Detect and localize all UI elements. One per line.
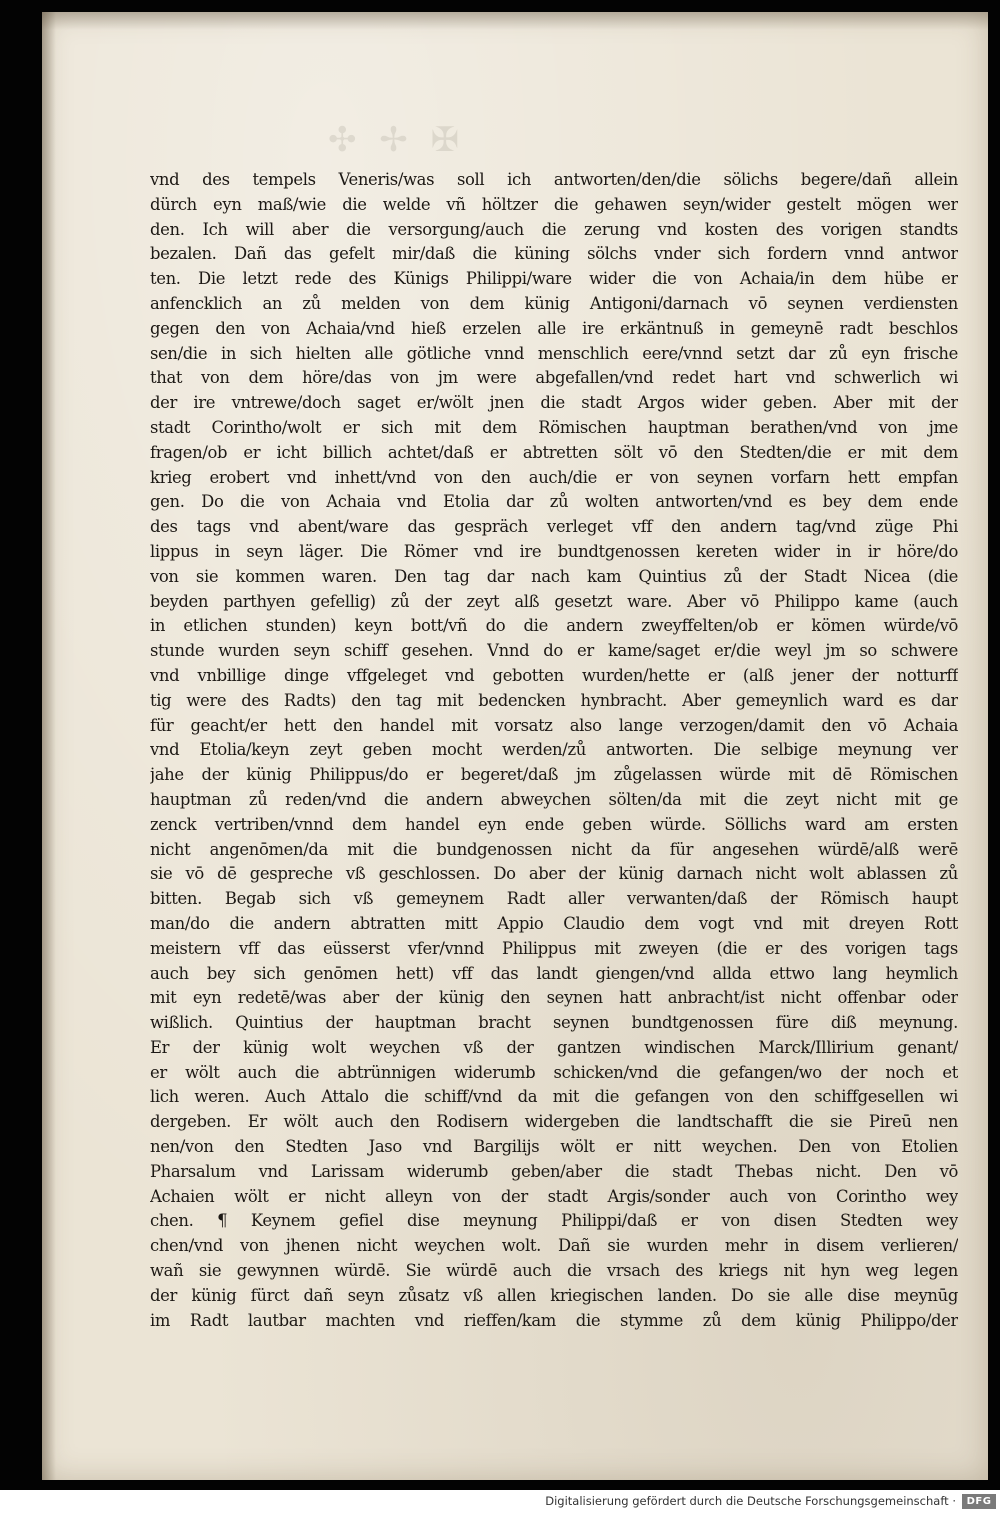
text-line: auch bey sich genōmen hett) vff das landt giengen/vnd allda ettwo lang heymlich [150, 963, 958, 983]
text-line: wißlich. Quintius der hauptman bracht seynen bundtgenossen füre diß meynung. [150, 1013, 958, 1033]
text-line: ten. Die letzt rede des Künigs Philippi/ware wider die von Achaia/in dem hübe er [150, 269, 958, 289]
text-line: in etlichen stunden) keyn bott/vñ do die andern zweyffelten/ob er kömen würde/vō [150, 616, 958, 636]
text-line: für geacht/er hett den handel mit vorsatz also lange verzogen/damit den vō Achaia [150, 715, 958, 735]
text-line: gen. Do die von Achaia vnd Etolia dar zů wolten antworten/vnd es bey dem ende [150, 492, 958, 512]
text-line: jahe der künig Philippus/do er begeret/daß jm zůgelassen würde mit dē Römischen [150, 765, 958, 785]
text-line: nen/von den Stedten Jaso vnd Bargilijs wölt er nitt weychen. Den von Etolien [150, 1137, 958, 1157]
text-line: chen/vnd von jhenen nicht weychen wolt. Dañ sie wurden mehr in disem verlieren/ [150, 1236, 958, 1256]
text-line: fragen/ob er icht billich achtet/daß er abtretten sölt vō den Stedten/die er mit dem [150, 442, 958, 462]
text-line: bitten. Begab sich vß gemeynem Radt aller verwanten/daß der Römisch haupt [150, 889, 958, 909]
text-line: man/do die andern abtratten mitt Appio Claudio dem vogt vnd mit dreyen Rott [150, 913, 958, 933]
text-line: gegen den von Achaia/vnd hieß erzelen alle ire erkäntnuß in gemeynē radt beschlos [150, 318, 958, 338]
text-line: anfencklich an zů melden von dem künig Antigoni/darnach vō seynen verdiensten [150, 293, 958, 313]
text-line: lippus in seyn läger. Die Römer vnd ire bundtgenossen kereten wider in ir höre/do [150, 541, 958, 561]
text-line: wañ sie gewynnen würdē. Sie würdē auch die vrsach des kriegs nit hyn weg legen [150, 1261, 958, 1281]
text-line: vnd des tempels Veneris/was soll ich antworten/den/die sölichs begere/dañ allein [150, 170, 958, 189]
page-edge-shadow [42, 12, 56, 1480]
text-line: lich weren. Auch Attalo die schiff/vnd da mit die gefangen von den schiffgesellen wi [150, 1087, 958, 1107]
text-line: stadt Corintho/wolt er sich mit dem Römischen hauptman berathen/vnd von jme [150, 417, 958, 437]
page-top-shadow [42, 12, 988, 30]
text-line: sie vō dē gespreche vß geschlossen. Do aber der künig darnach nicht wolt ablassen zů [150, 864, 958, 884]
text-line: sen/die in sich hielten alle götliche vnnd menschlich eere/vnnd setzt dar zů eyn frische [150, 343, 958, 363]
text-line: von sie kommen waren. Den tag dar nach kam Quintius zů der Stadt Nicea (die [150, 566, 958, 586]
text-line: im Radt lautbar machten vnd rieffen/kam die stymme zů dem künig Philippo/der [150, 1310, 958, 1330]
text-line: Er der künig wolt weychen vß der gantzen windischen Marck/Illirium genant/ [150, 1037, 958, 1057]
text-line: Achaien wölt er nicht alleyn von der stadt Argis/sonder auch von Corintho wey [150, 1186, 958, 1206]
text-line: dergeben. Er wölt auch den Rodisern widergeben die landtschafft die sie Pireū nen [150, 1112, 958, 1132]
text-line: vnd Etolia/keyn zeyt geben mocht werden/zů antworten. Die selbige meynung ver [150, 740, 958, 760]
text-line: der künig fürct dañ seyn zůsatz vß allen kriegischen landen. Do sie alle dise meynūg [150, 1285, 958, 1305]
text-line: nicht angenōmen/da mit die bundgenossen nicht da für angesehen würdē/alß werē [150, 839, 958, 859]
text-line: er wölt auch die abtrünnigen widerumb schicken/vnd die gefangen/wo der noch et [150, 1062, 958, 1082]
text-line: tig were des Radts) den tag mit bedencken hynbracht. Aber gemeynlich ward es dar [150, 690, 958, 710]
funding-attribution: Digitalisierung gefördert durch die Deutsche Forschungsgemeinschaft · [545, 1494, 956, 1508]
body-text [150, 168, 958, 1333]
text-line: that von dem höre/das von jm were abgefallen/vnd redet hart vnd schwerlich wi [150, 368, 958, 388]
text-line: zenck vertriben/vnnd dem handel eyn ende geben würde. Söllichs ward am ersten [150, 814, 958, 834]
text-line: den. Ich will aber die versorgung/auch die zerung vnd kosten des vorigen standts [150, 219, 958, 239]
text-line: mit eyn redetē/was aber der künig den seynen hatt anbracht/ist nicht offenbar oder [150, 988, 958, 1008]
dfg-logo: DFG [962, 1494, 996, 1509]
text-line: beyden parthyen gefellig) zů der zeyt alß gesetzt ware. Aber vō Philippo kame (auch [150, 591, 958, 611]
bleed-through-mark: ✠ ✢ ✣ [322, 120, 460, 160]
text-line: Pharsalum vnd Larissam widerumb geben/aber die stadt Thebas nicht. Den vō [150, 1161, 958, 1181]
footer-bar [0, 1490, 1000, 1515]
text-line: chen. ¶ Keynem gefiel dise meynung Philippi/daß er von disen Stedten wey [150, 1211, 958, 1231]
text-line: bezalen. Dañ das gefelt mir/daß die küning sölchs vnder sich fordern vnnd antwor [150, 244, 958, 264]
text-line: stunde wurden seyn schiff gesehen. Vnnd do er kame/saget er/die weyl jm so schwere [150, 641, 958, 661]
text-line: dürch eyn maß/wie die welde vñ höltzer die gehawen seyn/wider gestelt mögen wer [150, 194, 958, 214]
text-line: des tags vnd abent/ware das gespräch verleget vff den andern tag/vnd züge Phi [150, 517, 958, 537]
text-line: krieg erobert vnd inhett/vnd von den auch/die er von seynen vorfarn hett empfan [150, 467, 958, 487]
text-line: der ire vntrewe/doch saget er/wölt jnen die stadt Argos wider geben. Aber mit der [150, 393, 958, 413]
text-line: hauptman zů reden/vnd die andern abweychen sölten/da mit die zeyt nicht mit ge [150, 789, 958, 809]
text-line: vnd vnbillige dinge vffgeleget vnd gebotten wurden/hette er (alß jener der notturff [150, 665, 958, 685]
text-line: meistern vff das eüsserst vfer/vnnd Philippus mit zweyen (die er des vorigen tags [150, 938, 958, 958]
